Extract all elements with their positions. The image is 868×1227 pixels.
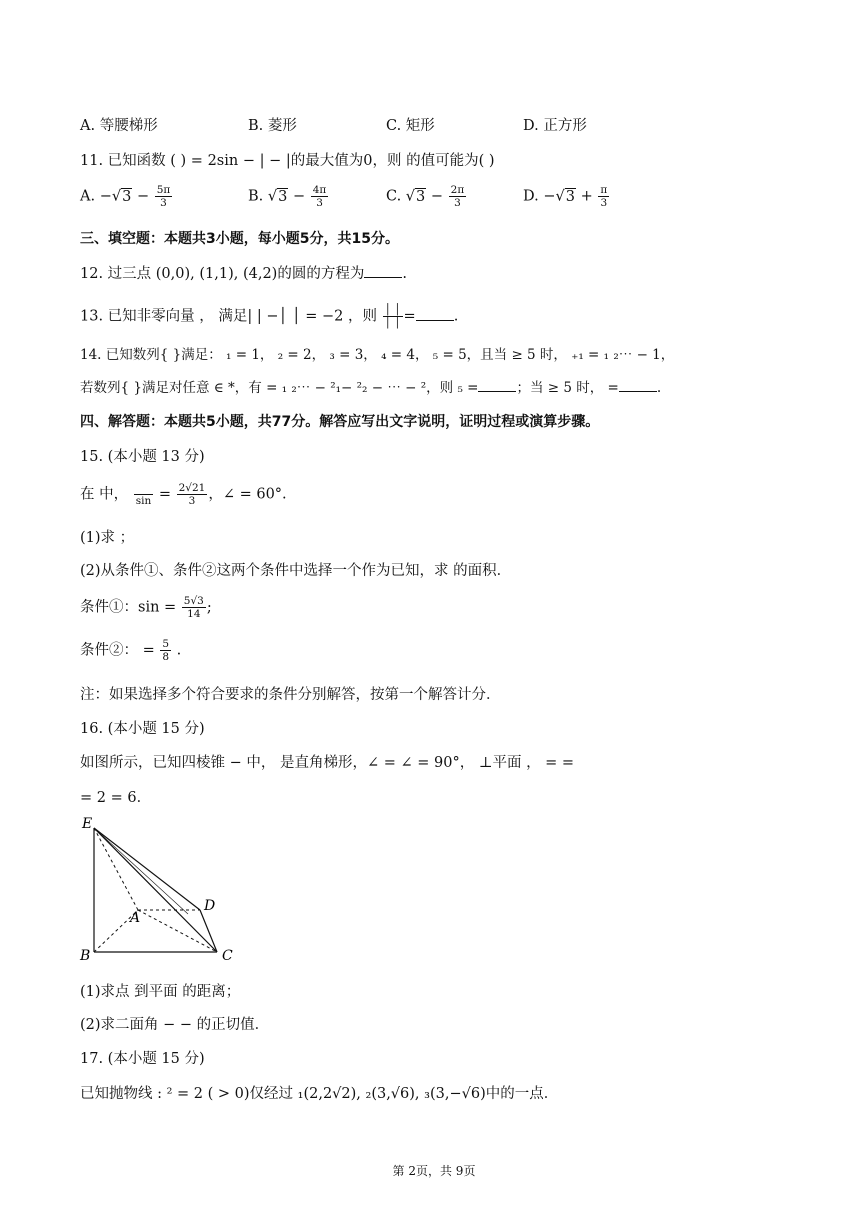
label-a: A [130, 910, 141, 926]
answer-blank [478, 379, 516, 392]
q15-condition1: 条件①：sin = $\frac{5√3}{14}$ ; [80, 595, 212, 620]
label-b: B [80, 948, 91, 964]
q17-stem: 已知抛物线 : ² = 2 ( > 0)仅经过 ₁(2,2√2), ₂(3,√6), ₃(3,−√6)中的一点． [80, 1086, 559, 1102]
label-e: E [82, 816, 93, 832]
q10-option-b: B. 菱形 [248, 118, 297, 134]
q16-stem-line2: = 2 = 6． [80, 790, 152, 806]
q17-heading: 17. (本小题 15 分) [80, 1051, 205, 1067]
edge-ec [94, 828, 217, 952]
edge-cd [200, 910, 217, 952]
edge-ac-hidden [138, 910, 217, 952]
q14-line2: 若数列{ }满足对任意 ∈ *，有 = ₁ ₂⋯ − ²₁− ²₂ − ⋯ − ²，则 ₅ = ；当 ≥ 5 时， = . [80, 380, 662, 396]
q10-option-d: D. 正方形 [523, 118, 587, 134]
q10-option-a: A. 等腰梯形 [80, 118, 158, 134]
q10-option-c: C. 矩形 [386, 118, 435, 134]
q16-part1: (1)求点 到平面 的距离； [80, 984, 241, 1000]
edge-ea-hidden [94, 828, 138, 910]
q15-part1: (1)求 ； [80, 530, 135, 546]
section-fill-in-heading: 三、填空题：本题共3小题，每小题5分，共15分。 [80, 231, 399, 247]
q15-condition2: 条件②： = $\frac{5}{8}$ . [80, 638, 182, 663]
q12: 12. 过三点 (0,0), (1,1), (4,2)的圆的方程为 . [80, 266, 407, 282]
answer-blank [364, 265, 402, 278]
q16-part2: (2)求二面角 − − 的正切值． [80, 1017, 270, 1033]
page-footer: 第 2页，共 9页 [392, 1164, 476, 1178]
q16-heading: 16. (本小题 15 分) [80, 721, 205, 737]
section-solutions-heading: 四、解答题：本题共5小题，共77分。解答应写出文字说明，证明过程或演算步骤。 [80, 414, 600, 430]
label-d: D [204, 898, 216, 914]
label-c: C [222, 948, 233, 964]
q11-option-c: C. √3 − $\frac{2\pi}{3}$ [386, 184, 465, 209]
q15-heading: 15. (本小题 13 分) [80, 449, 205, 465]
q11-option-b: B. √3 − $\frac{4\pi}{3}$ [248, 184, 327, 209]
q11-stem: 11. 已知函数 ( ) = 2sin − | − |的最大值为0，则 的值可能为( ) [80, 153, 495, 169]
edge-ed-inner [94, 828, 188, 914]
answer-blank [416, 308, 454, 321]
q14-line1: 14. 已知数列{ }满足： ₁ = 1， ₂ = 2， ₃ = 3， ₄ = 4， ₅ = 5，且当 ≥ 5 时， ₊₁ = ₁ ₂⋯ − 1， [80, 347, 675, 363]
answer-blank [619, 379, 657, 392]
q15-note: 注：如果选择多个符合要求的条件分别解答，按第一个解答计分． [80, 687, 501, 703]
edge-ed [94, 828, 200, 910]
q11-option-a: A. −√3 − $\frac{5\pi}{3}$ [80, 184, 171, 209]
q15-given: 在 中， sin = $\frac{2√21}{3}$ ，∠ = 60°. [80, 482, 287, 507]
q13: 13. 已知非零向量 ， 满足| | −│ │ = −2 ，则 $\frac{│ │}{│ │}$ = . [80, 304, 459, 329]
q15-part2: (2)从条件①、条件②这两个条件中选择一个作为已知，求 的面积． [80, 563, 512, 579]
pyramid-figure [76, 812, 246, 967]
q11-option-d: D. −√3 + $\frac{\pi}{3}$ [523, 184, 608, 209]
q16-stem-line1: 如图所示，已知四棱锥 − 中， 是直角梯形，∠ = ∠ = 90°， ⊥平面 ， = = [80, 755, 575, 771]
